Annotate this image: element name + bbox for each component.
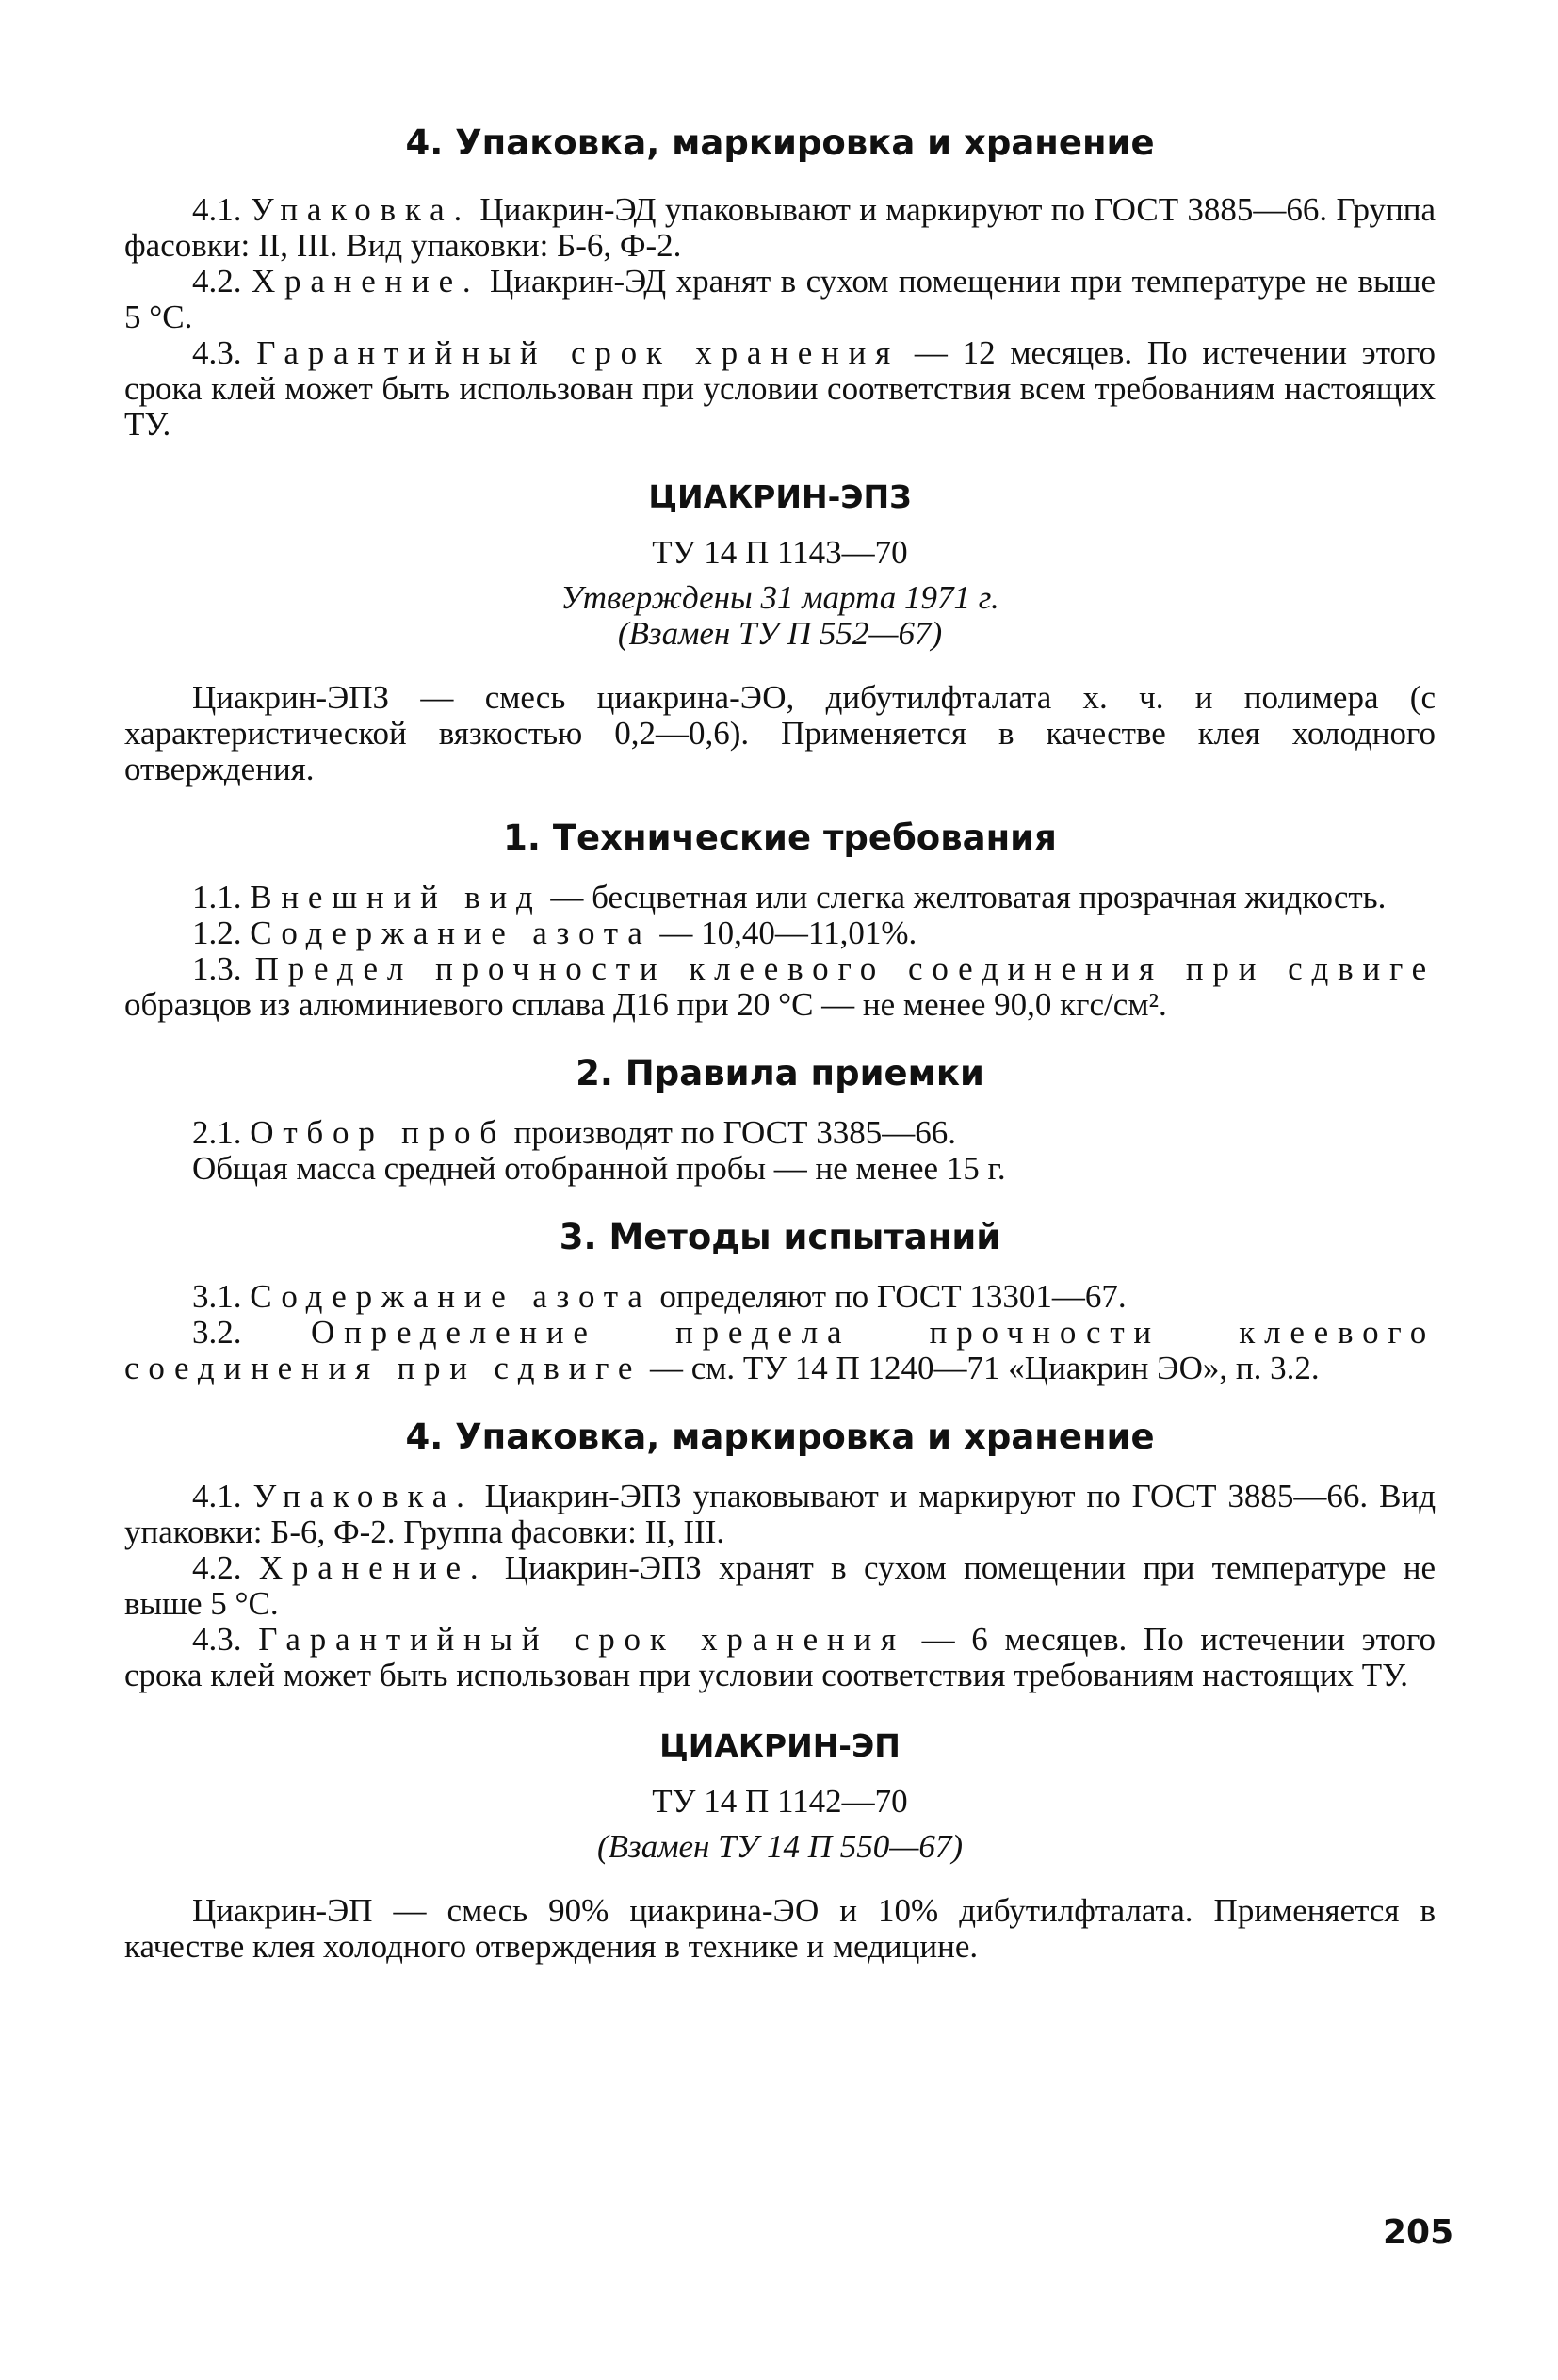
tu-number-epz: ТУ 14 П 1143—70: [652, 534, 908, 571]
section-heading-acceptance-rules: 2. Правила приемки: [576, 1053, 984, 1093]
section-heading-technical-requirements: 1. Технические требования: [503, 818, 1057, 858]
paragraph-2-1: 2.1. Отбор проб производят по ГОСТ 3385—66.: [192, 1114, 956, 1151]
page-number: 205: [1383, 2213, 1454, 2252]
section-heading-test-methods: 3. Методы испытаний: [559, 1217, 1001, 1257]
intro-ep: Циакрин-ЭП — смесь 90% циакрина-ЭО и 10% дибутилфталата. Применяется в качестве клея холодного отверждения в технике и медицине.: [124, 1892, 1436, 1965]
paragraph-3-1: 3.1. Содержание азота определяют по ГОСТ 13301—67.: [192, 1278, 1127, 1315]
replaces-epz: (Взамен ТУ П 552—67): [617, 615, 943, 652]
paragraph-1-1: 1.1. Внешний вид — бесцветная или слегка желтоватая прозрачная жидкость.: [192, 879, 1387, 915]
paragraph-1-3: 1.3. Предел прочности клеевого соединения при сдвиге образцов из алюминиевого сплава Д16 при 20 °С — не менее 90,0 кгс/см².: [124, 950, 1436, 1023]
paragraph-epz-4-3: 4.3. Гарантийный срок хранения — 6 месяцев. По истечении этого срока клей может быть использован при условии соответствия требованиям настоящих ТУ.: [124, 1621, 1436, 1693]
product-title-ep: ЦИАКРИН-ЭП: [659, 1727, 901, 1764]
paragraph-2-1-cont: Общая масса средней отобранной пробы — не менее 15 г.: [192, 1150, 1006, 1187]
paragraph-4-3: 4.3. Гарантийный срок хранения — 12 месяцев. По истечении этого срока клей может быть использован при условии соответствия всем требованиям настоящих ТУ.: [124, 334, 1436, 443]
approval-date-epz: Утверждены 31 марта 1971 г.: [560, 579, 999, 616]
product-title-epz: ЦИАКРИН-ЭПЗ: [648, 478, 912, 515]
paragraph-4-2: 4.2. Хранение. Циакрин-ЭД хранят в сухом помещении при температуре не выше 5 °С.: [124, 263, 1436, 335]
section-heading-packaging-epz: 4. Упаковка, маркировка и хранение: [405, 1417, 1155, 1457]
tu-number-ep: ТУ 14 П 1142—70: [652, 1783, 908, 1820]
section-heading-packaging-ed: 4. Упаковка, маркировка и хранение: [405, 122, 1155, 163]
replaces-ep: (Взамен ТУ 14 П 550—67): [597, 1828, 963, 1865]
document-page: [124, 122, 1436, 1965]
paragraph-epz-4-2: 4.2. Хранение. Циакрин-ЭПЗ хранят в сухом помещении при температуре не выше 5 °С.: [124, 1549, 1436, 1622]
intro-epz: Циакрин-ЭПЗ — смесь циакрина-ЭО, дибутилфталата х. ч. и полимера (с характеристической вязкостью 0,2—0,6). Применяется в качестве клея холодного отверждения.: [124, 679, 1436, 787]
paragraph-3-2: 3.2. Определение предела прочности клеевого соединения при сдвиге — см. ТУ 14 П 1240—71 «Циакрин ЭО», п. 3.2.: [124, 1314, 1436, 1386]
paragraph-4-1: 4.1. Упаковка. Циакрин-ЭД упаковывают и маркируют по ГОСТ 3885—66. Группа фасовки: II, III. Вид упаковки: Б-6, Ф-2.: [124, 191, 1436, 264]
paragraph-epz-4-1: 4.1. Упаковка. Циакрин-ЭПЗ упаковывают и маркируют по ГОСТ 3885—66. Вид упаковки: Б-6, Ф-2. Группа фасовки: II, III.: [124, 1478, 1436, 1550]
paragraph-1-2: 1.2. Содержание азота — 10,40—11,01%.: [192, 915, 917, 951]
